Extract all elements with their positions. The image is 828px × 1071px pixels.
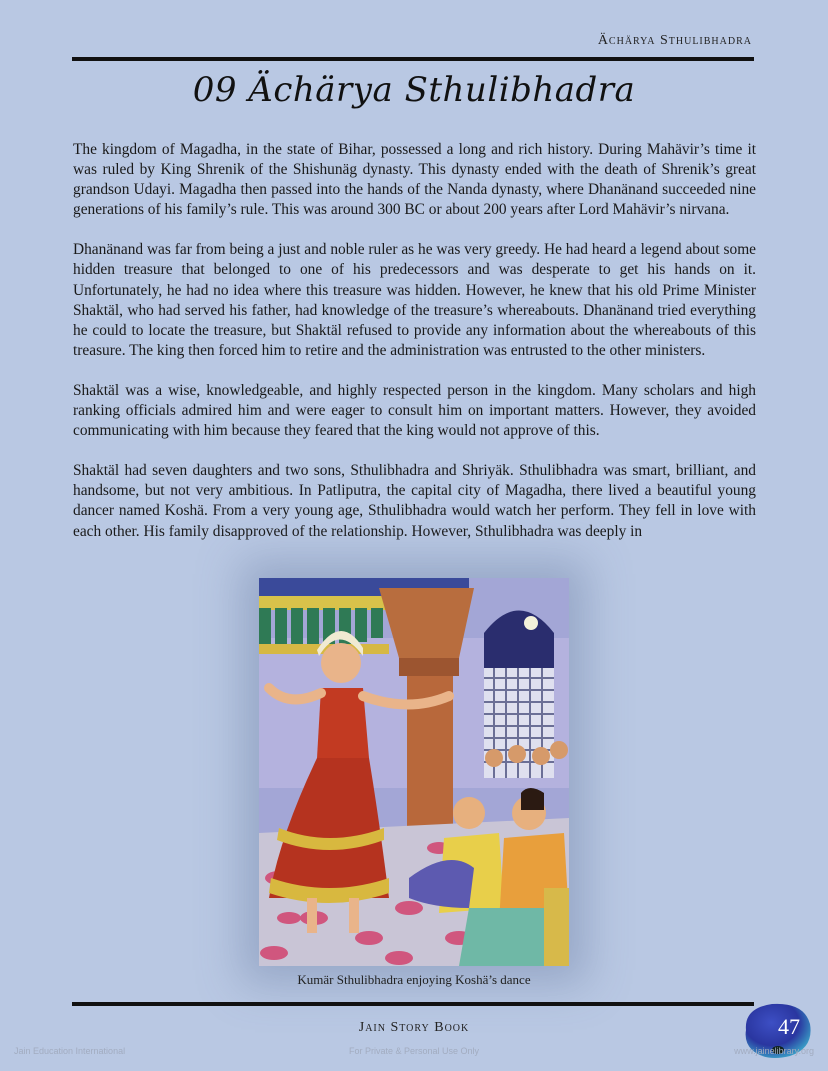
bottom-rule-divider [72,1002,754,1006]
paragraph-4: Shaktäl had seven daughters and two sons, Sthulibhadra and Shriyäk. Sthulibhadra was smart, brilliant, and handsome, but not very ambitious. In Patliputra, the capital city of Magadha, there lived a beautiful young dancer named Koshä. From a very young age, Sthulibhadra would watch her perform. They fell in love with each other. His family disapproved of the relationship. However, Sthulibhadra was deeply in [73,462,756,540]
running-header: Ächärya Sthulibhadra [597,33,752,48]
watermark-center: For Private & Personal Use Only [348,1046,480,1056]
watermark-right: www.jainelibrary.org [734,1046,814,1056]
chapter-title: 09 Ächärya Sthulibhadra [192,70,636,110]
dance-illustration [259,578,569,966]
watermark-left: Jain Education International [14,1046,126,1056]
paragraph-2: Dhanänand was far from being a just and noble ruler as he was very greedy. He had heard a legend about some hidden treasure that belonged to one of his predecessors and was desperate to get his hands on it. Unfortunately, he had no idea where this treasure was hidden. However, he knew that his old Prime Minister Shaktäl, who had served his father, had knowledge of the treasure’s whereabouts. Dhanänand tried everything he could to locate the treasure, but Shaktäl refused to provide any information about the whereabouts of this treasure. The king then forced him to retire and the administration was entrusted to the other ministers. [73,241,756,359]
paragraph-1: The kingdom of Magadha, in the state of Bihar, possessed a long and rich history. During Mahävir’s time it was ruled by King Shrenik of the Shishunäg dynasty. This dynasty ended with the death of Shrenik’s great grandson Udayi. Magadha then passed into the hands of the Nanda dynasty, where Dhanänand succeeded nine generations of his family’s rule. This was around 300 BC or about 200 years after Lord Mahävir’s nirvana. [73,141,756,219]
top-rule-divider [72,57,754,61]
page-number: 47 [778,1014,800,1039]
body-text [73,140,756,562]
footer-book-title: Jain Story Book [358,1020,470,1035]
figure-caption: Kumär Sthulibhadra enjoying Koshä’s dance [297,972,531,987]
paragraph-3: Shaktäl was a wise, knowledgeable, and highly respected person in the kingdom. Many scholars and high ranking officials admired him and were eager to consult him on important matters. However, they avoided communicating with him because they feared that the king would not approve of this. [73,381,756,440]
